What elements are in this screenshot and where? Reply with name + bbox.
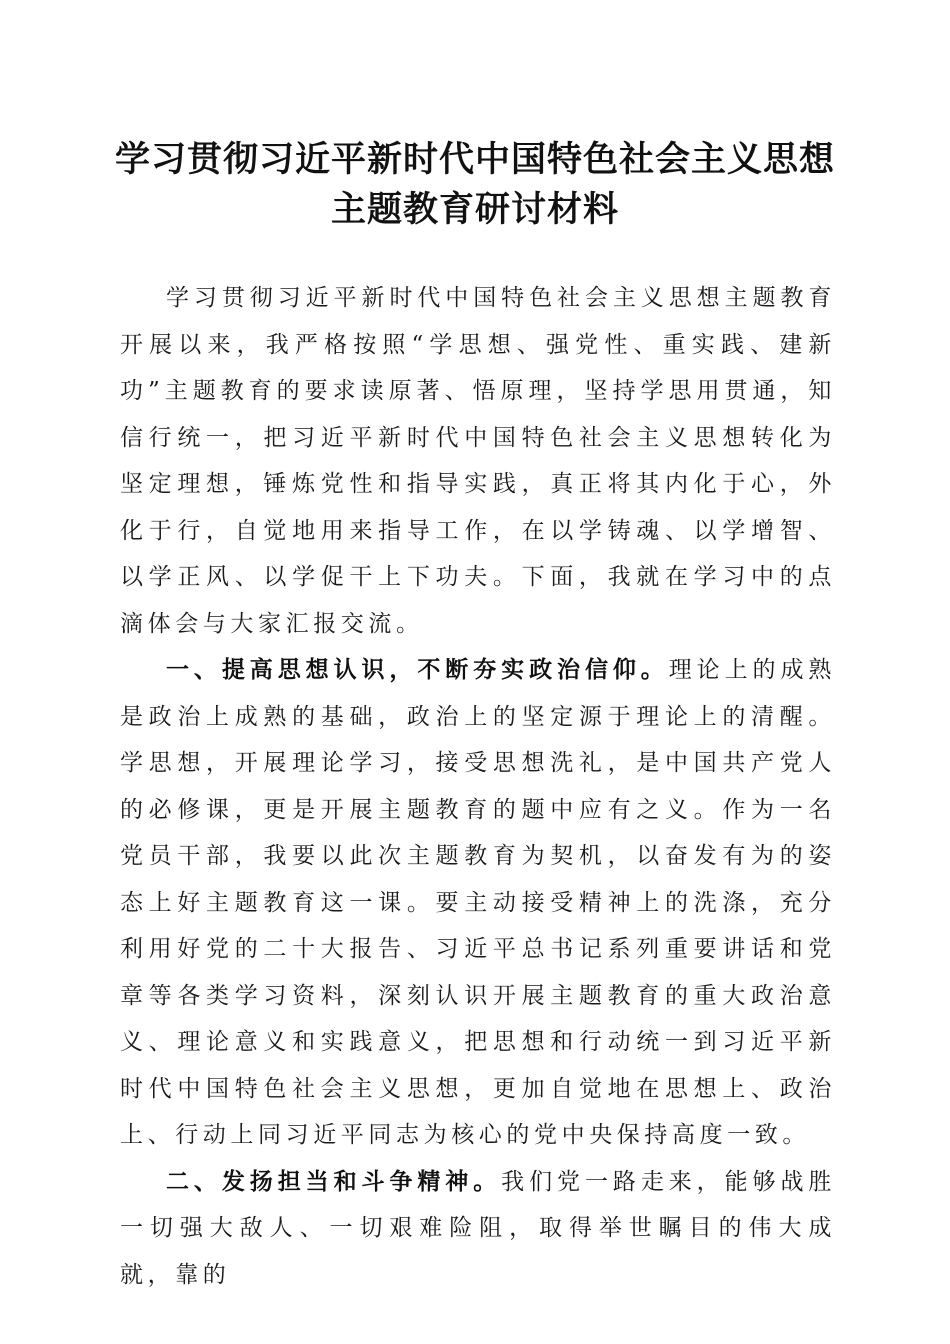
- section1-paragraph: [120, 647, 836, 1159]
- intro-paragraph: 学习贯彻习近平新时代中国特色社会主义思想主题教育开展以来，我严格按照“学思想、强党性、重实践、建新功”主题教育的要求读原著、悟原理，坚持学思用贯通，知信行统一，把习近平新时代中国特色社会主义思想转化为坚定理想，锤炼党性和指导实践，真正将其内化于心，外化于行，自觉地用来指导工作，在以学铸魂、以学增智、以学正风、以学促干上下功夫。下面，我就在学习中的点滴体会与大家汇报交流。: [120, 285, 836, 637]
- document-title-line1: 学习贯彻习近平新时代中国特色社会主义思想: [114, 139, 835, 180]
- section1-text: 理论上的成熟是政治上成熟的基础，政治上的坚定源于理论上的清醒。学思想，开展理论学习，接受思想洗礼，是中国共产党人的必修课，更是开展主题教育的题中应有之义。作为一名党员干部，我要以此次主题教育为契机，以奋发有为的姿态上好主题教育这一课。要主动接受精神上的洗涤，充分利用好党的二十大报告、习近平总书记系列重要讲话和党章等各类学习资料，深刻认识开展主题教育的重大政治意义、理论意义和实践意义，把思想和行动统一到习近平新时代中国特色社会主义思想，更加自觉地在思想上、政治上、行动上同习近平同志为核心的党中央保持高度一致。: [120, 657, 836, 1148]
- section2-heading: 二、发扬担当和斗争精神。: [166, 1167, 502, 1195]
- document-body: [120, 275, 836, 1298]
- section2-paragraph: [120, 1159, 836, 1299]
- section2-text: 我们党一路走来，能够战胜一切强大敌人、一切艰难险阻，取得举世瞩目的伟大成就，靠的: [120, 1168, 837, 1288]
- section1-heading: 一、提高思想认识，不断夯实政治信仰。: [166, 656, 669, 683]
- document-title-line2: 主题教育研讨材料: [330, 189, 619, 230]
